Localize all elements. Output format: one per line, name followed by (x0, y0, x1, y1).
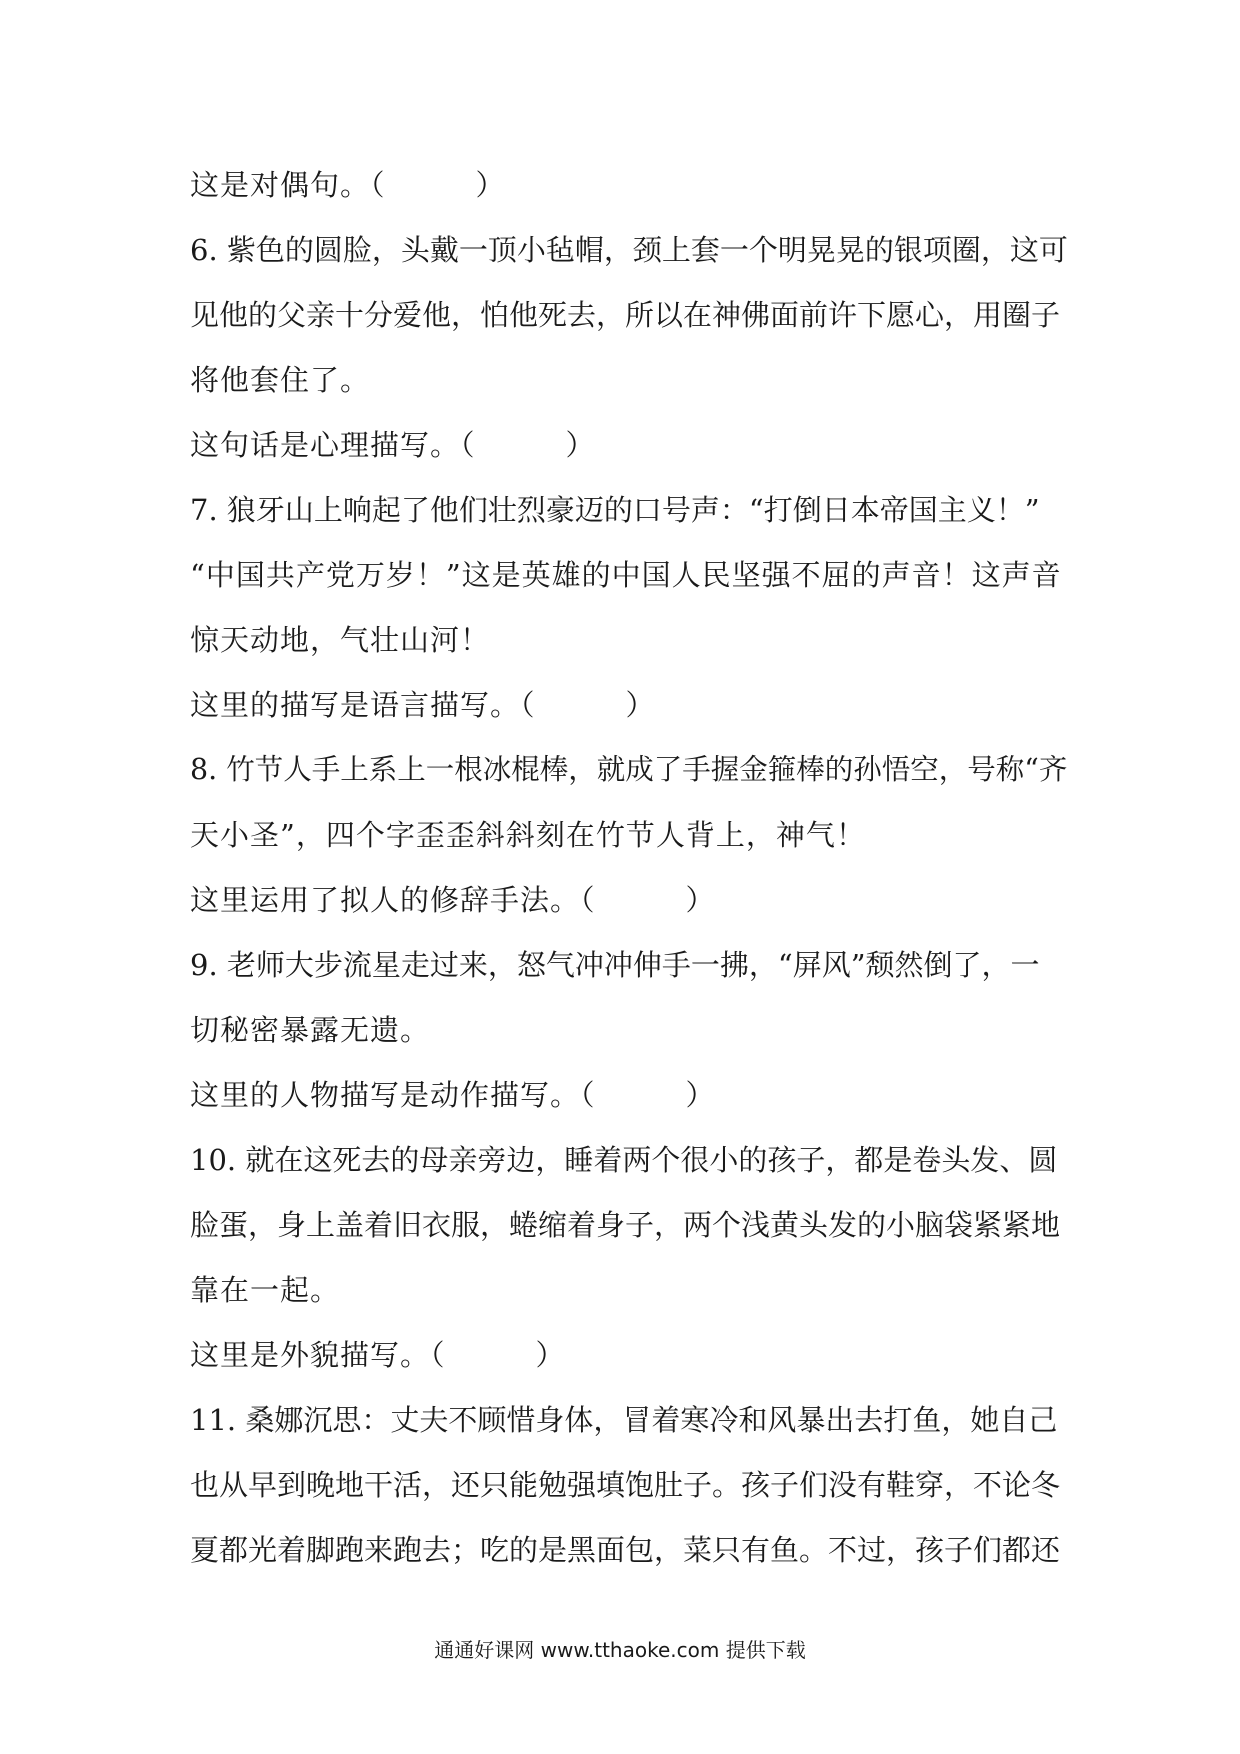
question-11-text: 11. 桑娜沉思：丈夫不顾惜身体，冒着寒冷和风暴出去打鱼，她自己 (190, 1403, 1058, 1437)
page-footer: 通通好课网 www.tthaoke.com 提供下载 (434, 1638, 806, 1662)
question-9-text: 切秘密暴露无遗。 (190, 1013, 431, 1047)
question-7-text: 惊天动地，气壮山河！ (190, 623, 491, 657)
question-11-text: 也从早到晚地干活，还只能勉强填饱肚子。孩子们没有鞋穿，不论冬 (190, 1468, 1061, 1502)
answer-line: 这里的人物描写是动作描写。（ ） (190, 1078, 716, 1112)
answer-line: 这是对偶句。（ ） (190, 168, 506, 202)
question-7-text: 7. 狼牙山上响起了他们壮烈豪迈的口号声：“打倒日本帝国主义！” (190, 493, 1040, 527)
question-6-text: 6. 紫色的圆脸，头戴一顶小毡帽，颈上套一个明晃晃的银项圈，这可 (190, 233, 1068, 267)
question-8-text: 天小圣”，四个字歪歪斜斜刻在竹节人背上，神气！ (190, 818, 866, 852)
question-11-text: 夏都光着脚跑来跑去；吃的是黑面包，菜只有鱼。不过，孩子们都还 (190, 1533, 1061, 1567)
answer-line: 这里运用了拟人的修辞手法。（ ） (190, 883, 716, 917)
question-7-text: “中国共产党万岁！”这是英雄的中国人民坚强不屈的声音！这声音 (190, 558, 1062, 592)
question-10-text: 10. 就在这死去的母亲旁边，睡着两个很小的孩子，都是卷头发、圆 (190, 1143, 1058, 1177)
answer-line: 这里是外貌描写。（ ） (190, 1338, 566, 1372)
question-6-text: 见他的父亲十分爱他，怕他死去，所以在神佛面前许下愿心，用圈子 (190, 298, 1061, 332)
answer-line: 这里的描写是语言描写。（ ） (190, 688, 656, 722)
question-9-text: 9. 老师大步流星走过来，怒气冲冲伸手一拂，“屏风”颓然倒了，一 (190, 948, 1040, 982)
question-10-text: 脸蛋，身上盖着旧衣服，蜷缩着身子，两个浅黄头发的小脑袋紧紧地 (190, 1208, 1061, 1242)
answer-line: 这句话是心理描写。（ ） (190, 428, 596, 462)
question-6-text: 将他套住了。 (190, 363, 371, 397)
question-10-text: 靠在一起。 (190, 1273, 341, 1307)
question-8-text: 8. 竹节人手上系上一根冰棍棒，就成了手握金箍棒的孙悟空，号称“齐 (190, 753, 1068, 786)
